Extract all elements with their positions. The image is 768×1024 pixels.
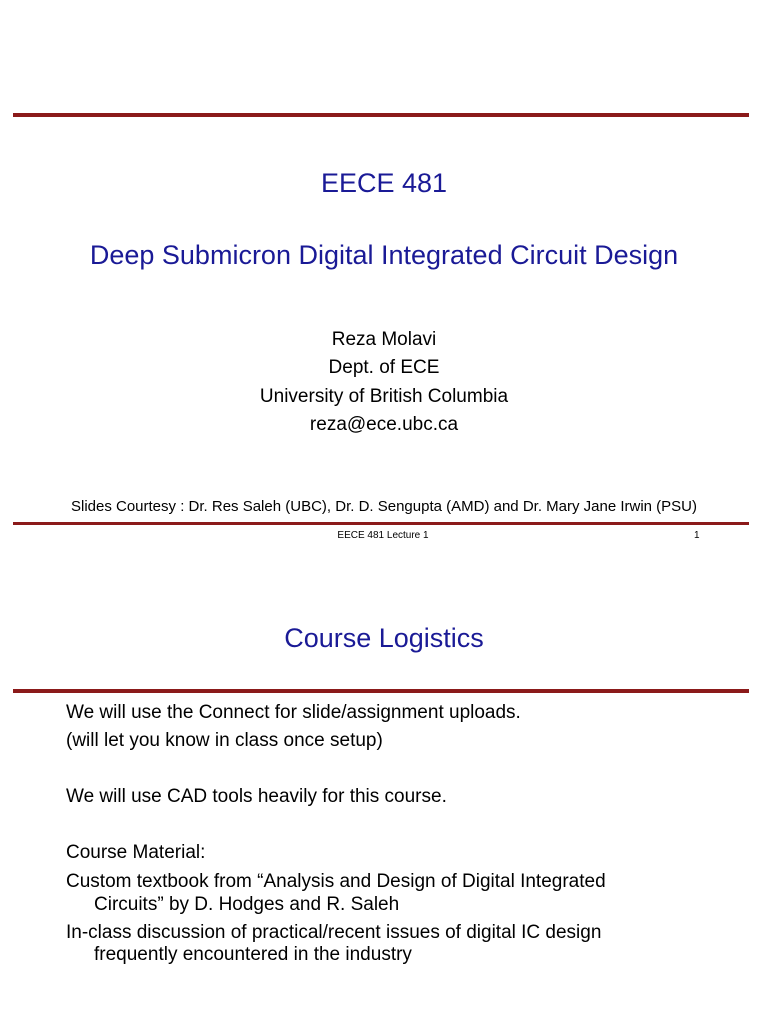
footer-label: EECE 481 Lecture 1 [337,530,429,541]
body-line: We will use the Connect for slide/assignment uploads. [66,702,521,723]
title-rule [13,689,749,693]
course-code: EECE 481 [320,168,448,198]
body-line: In-class discussion of practical/recent issues of digital IC design [66,922,602,943]
page-number: 1 [694,530,700,541]
bottom-rule [13,522,749,525]
email: reza@ece.ubc.ca [309,414,459,435]
university: University of British Columbia [259,386,509,407]
course-title: Deep Submicron Digital Integrated Circuit Design [89,240,679,270]
courtesy-note: Slides Courtesy : Dr. Res Saleh (UBC), Dr. D. Sengupta (AMD) and Dr. Mary Jane Irwin (PSU) [70,498,698,515]
body-line: frequently encountered in the industry [94,944,412,965]
slide-title: Course Logistics [284,623,484,653]
author-name: Reza Molavi [331,329,437,350]
body-line: We will use CAD tools heavily for this course. [66,786,447,807]
body-line: (will let you know in class once setup) [66,730,383,751]
department: Dept. of ECE [328,357,440,378]
body-line: Circuits” by D. Hodges and R. Saleh [94,894,400,915]
body-line: Custom textbook from “Analysis and Design of Digital Integrated [66,871,606,892]
top-rule [13,113,749,117]
body-line: Course Material: [66,842,206,863]
